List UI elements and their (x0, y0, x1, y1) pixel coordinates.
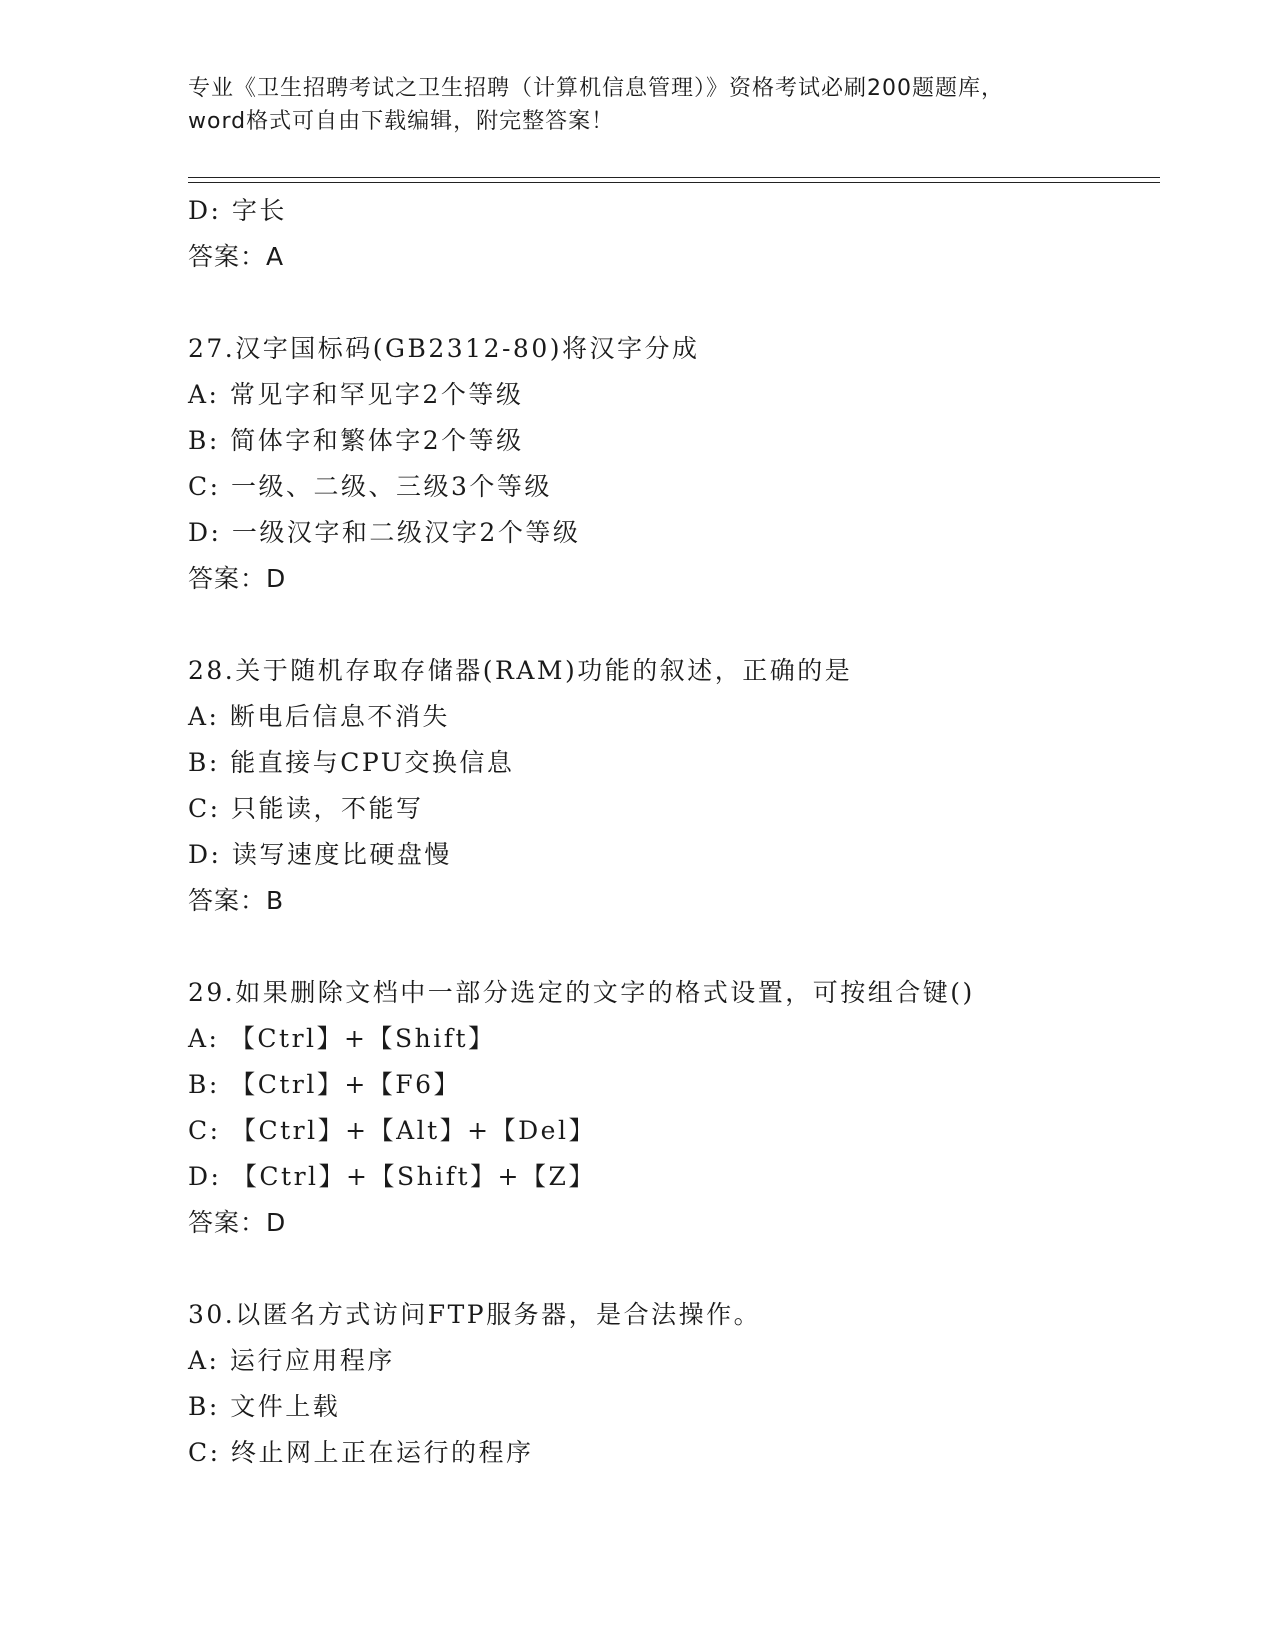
question-27-option-c: C: 一级、二级、三级3个等级 (188, 472, 552, 501)
question-title-30: 30.以匿名方式访问FTP服务器，是合法操作。 (188, 1300, 762, 1329)
document-header (188, 72, 1128, 138)
question-30-option-c: C: 终止网上正在运行的程序 (188, 1438, 534, 1467)
question-28-option-c: C: 只能读，不能写 (188, 794, 424, 823)
question-28-option-a: A: 断电后信息不消失 (188, 702, 450, 731)
lead-answer: 答案：A (188, 242, 285, 271)
lead-option-d: D: 字长 (188, 196, 287, 225)
spacer (188, 924, 1188, 970)
question-28-option-d: D: 读写速度比硬盘慢 (188, 840, 452, 869)
question-28-answer: 答案：B (188, 886, 285, 915)
spacer (188, 602, 1188, 648)
question-title-27: 27.汉字国标码(GB2312-80)将汉字分成 (188, 334, 700, 363)
header-divider-bottom (188, 182, 1160, 183)
spacer (188, 1246, 1188, 1292)
question-28-option-b: B: 能直接与CPU交换信息 (188, 748, 515, 777)
question-30-option-a: A: 运行应用程序 (188, 1346, 395, 1375)
header-line-2: word格式可自由下载编辑，附完整答案！ (188, 109, 615, 134)
question-27-option-a: A: 常见字和罕见字2个等级 (188, 380, 524, 409)
question-27-answer: 答案：D (188, 564, 287, 593)
question-29-option-c: C: 【Ctrl】+【Alt】+【Del】 (188, 1116, 596, 1145)
question-title-29: 29.如果删除文档中一部分选定的文字的格式设置，可按组合键() (188, 978, 975, 1007)
question-27-option-d: D: 一级汉字和二级汉字2个等级 (188, 518, 581, 547)
question-content (188, 188, 1188, 1476)
question-title-28: 28.关于随机存取存储器(RAM)功能的叙述，正确的是 (188, 656, 853, 685)
question-30-option-b: B: 文件上载 (188, 1392, 341, 1421)
question-29-option-a: A: 【Ctrl】+【Shift】 (188, 1024, 496, 1053)
spacer (188, 280, 1188, 326)
question-29-option-b: B: 【Ctrl】+【F6】 (188, 1070, 462, 1099)
question-29-answer: 答案：D (188, 1208, 287, 1237)
header-line-1: 专业《卫生招聘考试之卫生招聘（计算机信息管理）》资格考试必刷200题题库， (188, 76, 1004, 101)
question-27-option-b: B: 简体字和繁体字2个等级 (188, 426, 524, 455)
question-29-option-d: D: 【Ctrl】+【Shift】+【Z】 (188, 1162, 596, 1191)
header-divider-top (188, 177, 1160, 178)
